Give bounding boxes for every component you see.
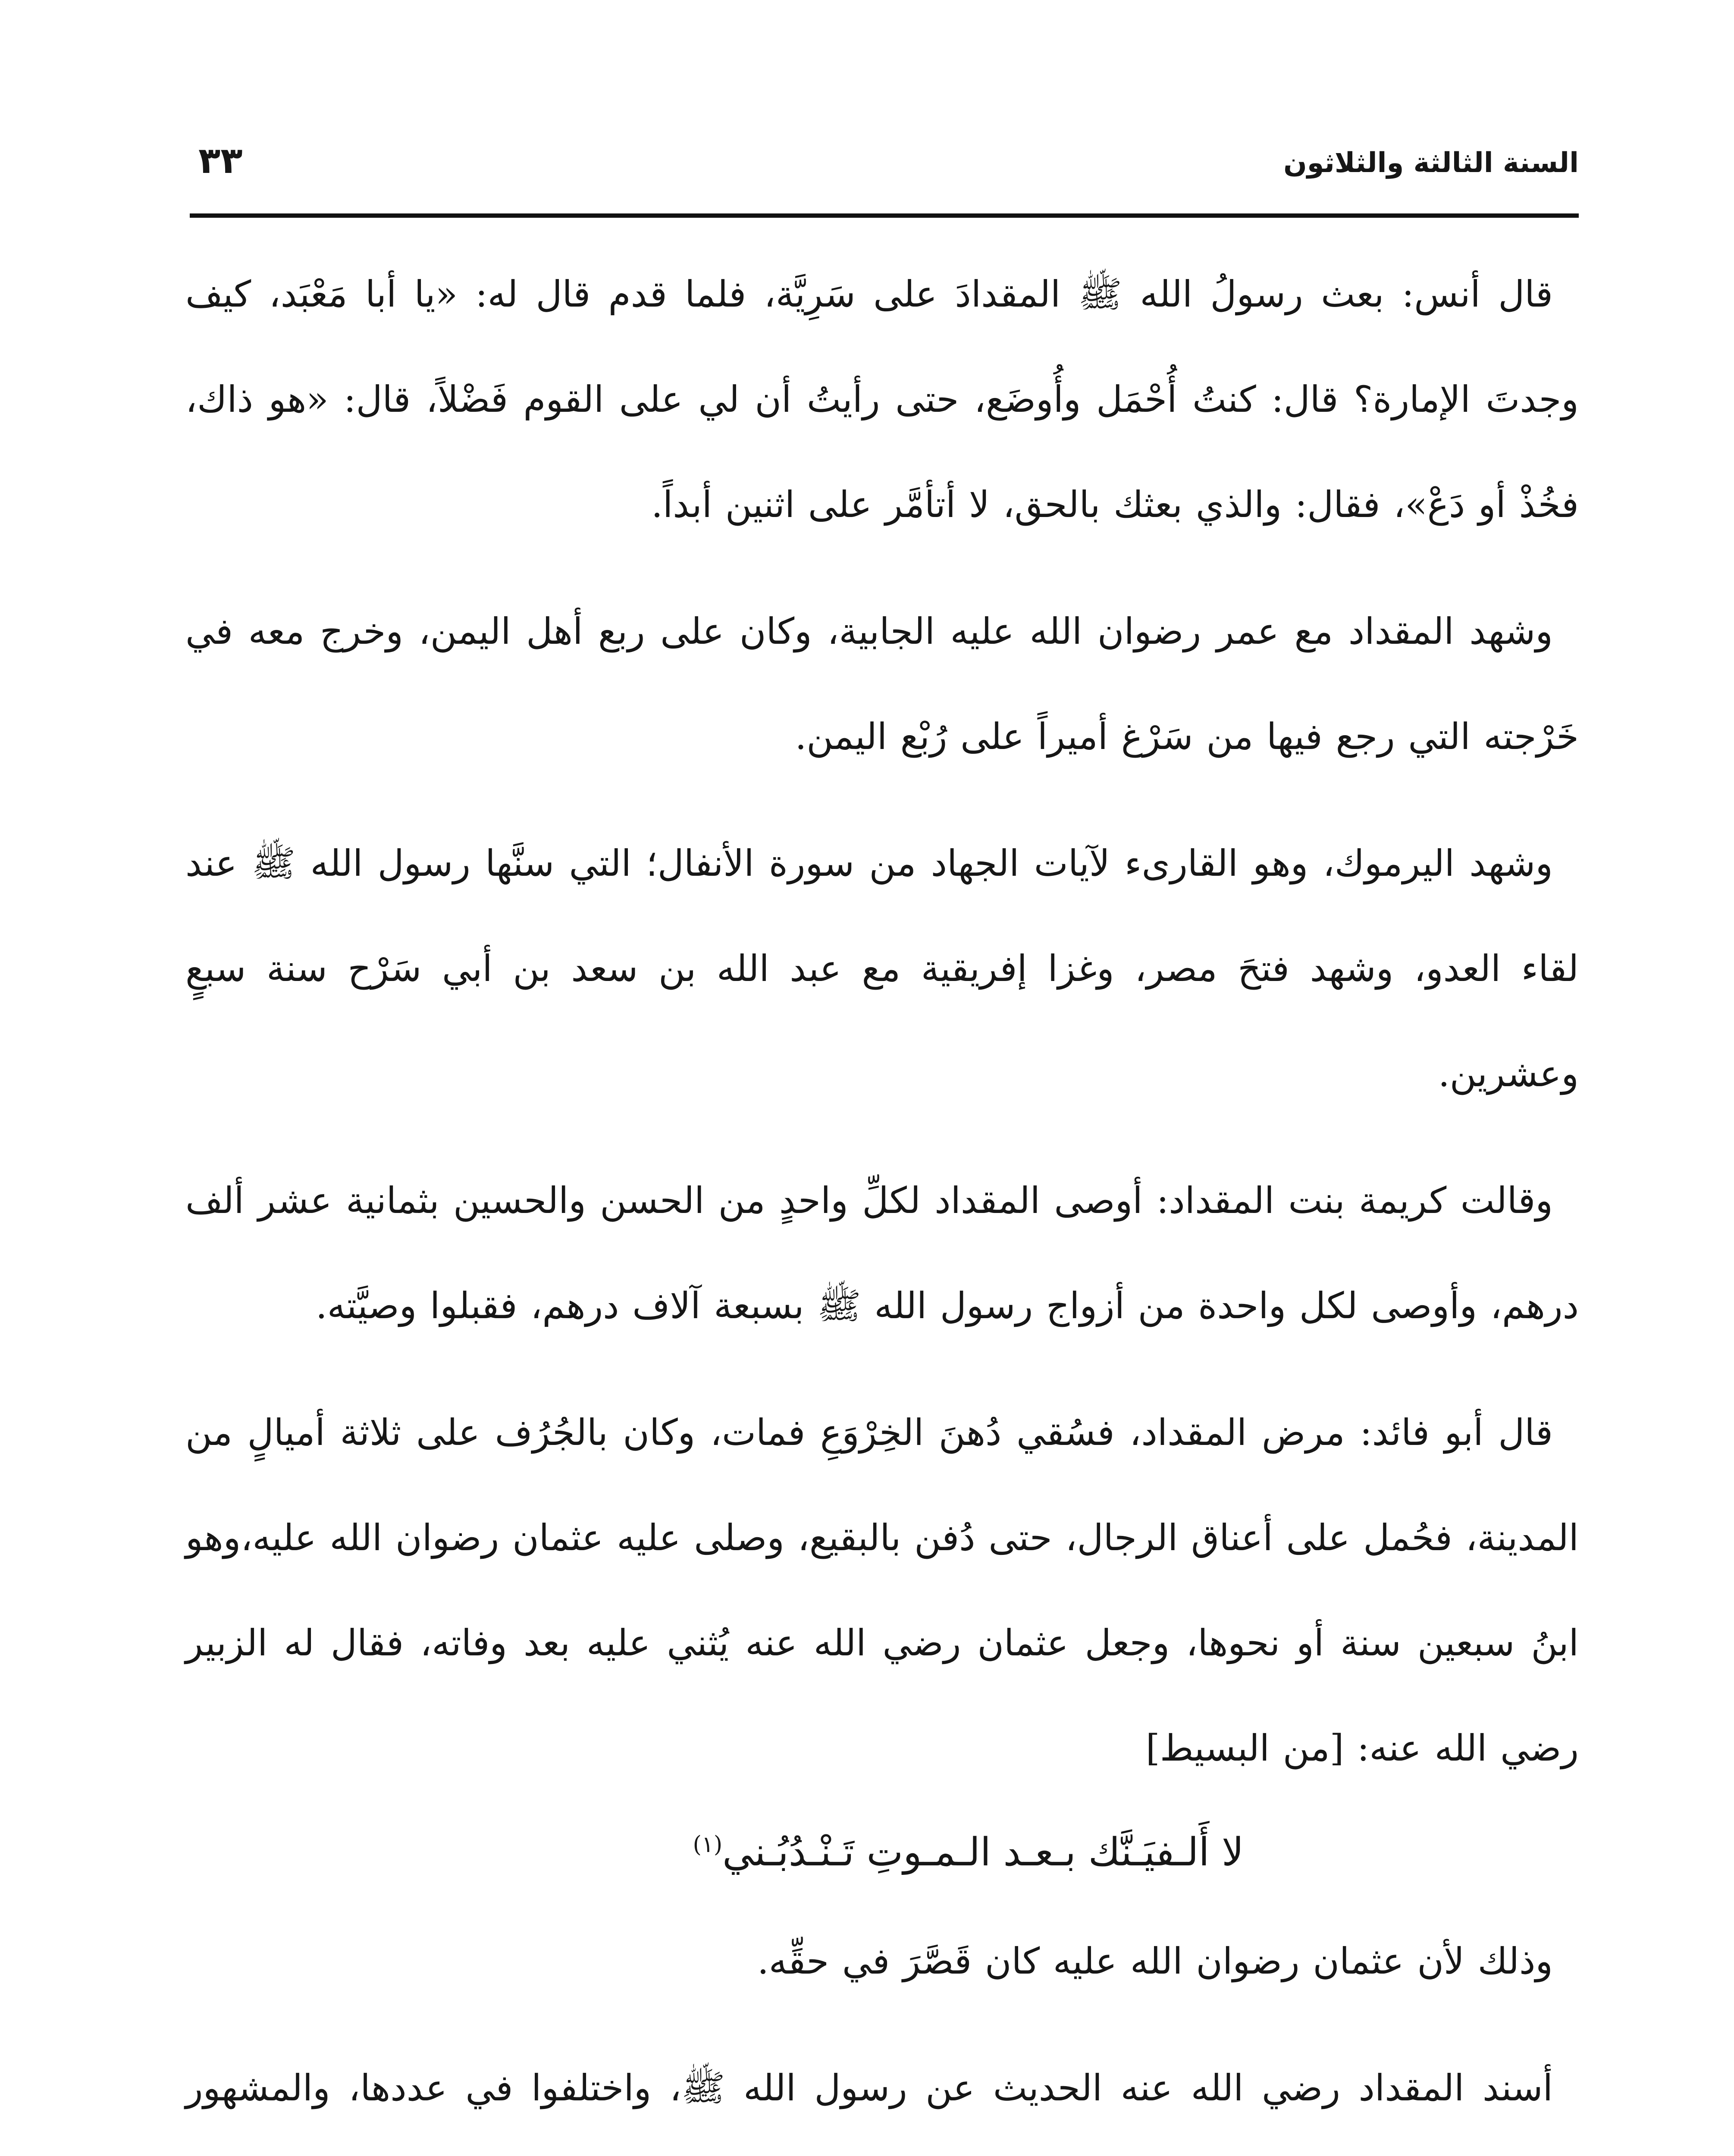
verse-text: لا أَلـفيَـنَّك بـعـد الـمـوتِ تَـنْـدُبُـني <box>722 1830 1244 1875</box>
poetry-verse <box>185 1801 1579 1904</box>
page-number: ٣٣ <box>198 139 243 182</box>
footnote-ref-1: (١) <box>693 1832 723 1858</box>
header-rule <box>190 213 1579 218</box>
page-header <box>190 129 1579 194</box>
paragraph-hadith-count: أسند المقداد رضي الله عنه الحديث عن رسول الله ﷺ، واختلفوا في عددها، والمشهور <box>185 2067 1553 2109</box>
paragraph-yarmouk: وشهد اليرموك، وهو القارىء لآيات الجهاد من سورة الأنفال؛ التي سنَّها رسول الله ﷺ عند لقاء العدو، وشهد فتحَ مصر، وغزا إفريقية مع عبد الله بن سعد بن أبي سَرْح سنة سبعٍ وعشرين. <box>185 842 1579 1095</box>
paragraph-anas: قال أنس: بعث رسولُ الله ﷺ المقدادَ على سَرِيَّة، فلما قدم قال له: «يا أبا مَعْبَد، كيف وجدتَ الإمارة؟ قال: كنتُ أُحْمَل وأُوضَع، حتى رأيتُ أن لي على القوم فَضْلاً، قال: «هو ذاك، فخُذْ أو دَعْ»، فقال: والذي بعثك بالحق، لا أتأمَّر على اثنين أبداً. <box>185 273 1579 526</box>
paragraph-uthman: وذلك لأن عثمان رضوان الله عليه كان قَصَّرَ في حقِّه. <box>757 1940 1553 1982</box>
main-text <box>185 241 1579 2156</box>
paragraph-abu-faid: قال أبو فائد: مرض المقداد، فسُقي دُهنَ الخِرْوَعِ فمات، وكان بالجُرُف على ثلاثة أميالٍ من المدينة، فحُمل على أعناق الرجال، حتى دُفن بالبقيع، وصلى عليه عثمان رضوان الله عليه،وهو ابنُ سبعين سنة أو نحوها، وجعل عثمان رضي الله عنه يُثني عليه بعد وفاته، فقال له الزبير رضي الله عنه: [من البسيط] <box>185 1411 1579 1769</box>
paragraph-karima: وقالت كريمة بنت المقداد: أوصى المقداد لكلِّ واحدٍ من الحسن والحسين بثمانية عشر ألف درهم، وأوصى لكل واحدة من أزواج رسول الله ﷺ بسبعة آلاف درهم، فقبلوا وصيَّته. <box>185 1179 1579 1327</box>
running-title: السنة الثالثة والثلاثون <box>1283 147 1579 179</box>
paragraph-jabiya: وشهد المقداد مع عمر رضوان الله عليه الجابية، وكان على ربع أهل اليمن، وخرج معه في خَرْجته التي رجع فيها من سَرْغ أميراً على رُبْع اليمن. <box>185 610 1579 758</box>
